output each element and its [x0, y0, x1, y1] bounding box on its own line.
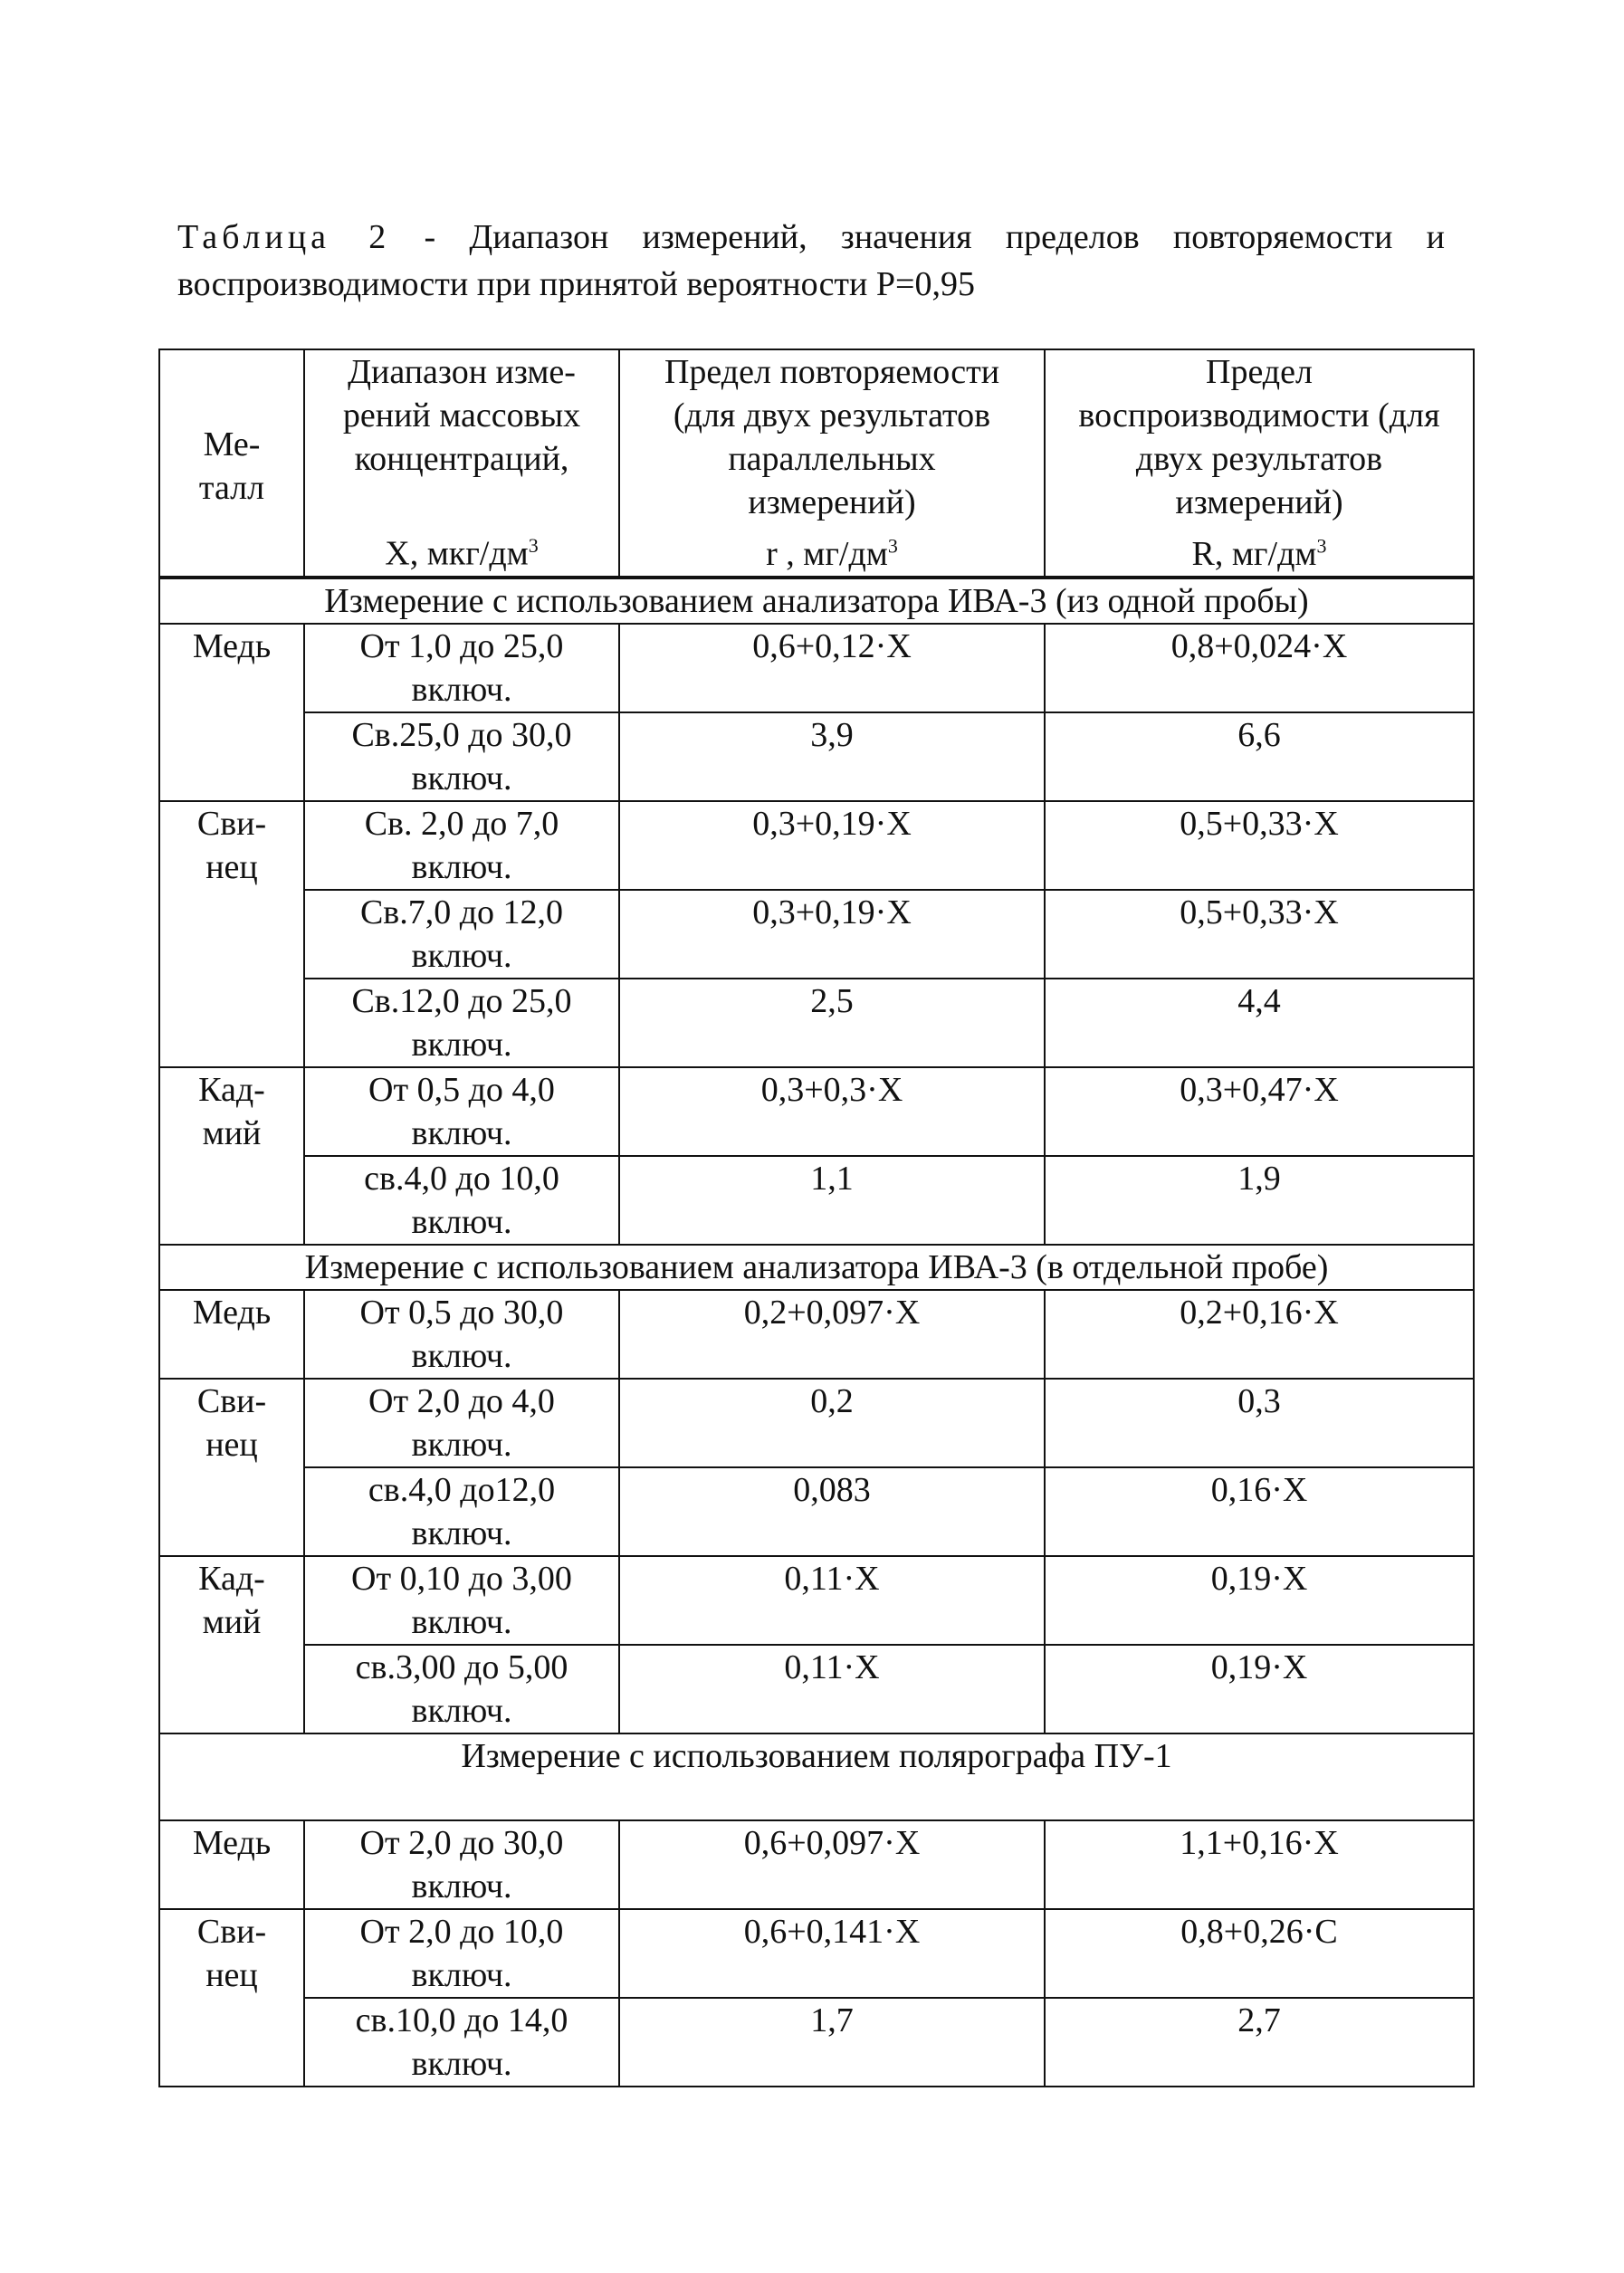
table-row [159, 1645, 1474, 1733]
repeatability-cell: 0,6+0,12·X [619, 624, 1045, 712]
repeatability-cell: 0,2+0,097·X [619, 1290, 1045, 1379]
section-title: Измерение с использованием анализатора ИВА-3 (в отдельной пробе) [159, 1245, 1474, 1290]
table-caption [177, 214, 1445, 308]
section-title: Измерение с использованием анализатора ИВА-3 (из одной пробы) [159, 578, 1474, 624]
reproducibility-cell: 0,3+0,47·X [1045, 1067, 1474, 1156]
table-row [159, 1467, 1474, 1556]
caption-line-1 [177, 214, 1445, 261]
repeatability-cell: 0,11·X [619, 1556, 1045, 1645]
table-row [159, 624, 1474, 712]
header-repeat-exp: 3 [887, 534, 898, 557]
repeatability-cell: 0,2 [619, 1379, 1045, 1467]
table-row [159, 712, 1474, 801]
reproducibility-cell: 0,5+0,33·X [1045, 890, 1474, 979]
range-cell: св.3,00 до 5,00 включ. [304, 1645, 619, 1733]
metal-cell: Медь [159, 1290, 304, 1379]
data-table [158, 349, 1475, 2087]
table-row [159, 1379, 1474, 1467]
header-range-unit: X, мкг/дм [385, 534, 529, 573]
caption-text-1: - Диапазон измерений, значения пределов повторяемости и [390, 218, 1445, 256]
reproducibility-cell: 1,1+0,16·X [1045, 1820, 1474, 1909]
header-range-unit-wrap [310, 524, 613, 576]
reproducibility-cell: 0,8+0,26·C [1045, 1909, 1474, 1998]
table-body [159, 578, 1474, 2087]
range-cell: Св.25,0 до 30,0 включ. [304, 712, 619, 801]
repeatability-cell: 0,6+0,141·X [619, 1909, 1045, 1998]
caption-label: Таблица 2 [177, 218, 391, 256]
range-cell: Св. 2,0 до 7,0 включ. [304, 801, 619, 890]
header-reproducibility [1045, 349, 1474, 578]
caption-text-2: воспроизводимости при принятой вероятности P=0,95 [177, 265, 975, 303]
table-row [159, 801, 1474, 890]
header-repeat-unit-wrap [766, 535, 898, 573]
reproducibility-cell: 0,2+0,16·X [1045, 1290, 1474, 1379]
reproducibility-cell: 0,19·X [1045, 1556, 1474, 1645]
section-header-row [159, 578, 1474, 624]
table-row [159, 1067, 1474, 1156]
repeatability-cell: 1,7 [619, 1998, 1045, 2087]
repeatability-cell: 0,3+0,19·X [619, 801, 1045, 890]
table-row [159, 1998, 1474, 2087]
reproducibility-cell: 6,6 [1045, 712, 1474, 801]
table-row [159, 1556, 1474, 1645]
header-metal-text: Ме- талл [198, 425, 265, 508]
reproducibility-cell: 4,4 [1045, 979, 1474, 1067]
table-header-row [159, 349, 1474, 578]
range-cell: св.4,0 до 10,0 включ. [304, 1156, 619, 1245]
metal-cell: Кад- мий [159, 1067, 304, 1245]
repeatability-cell: 2,5 [619, 979, 1045, 1067]
repeatability-cell: 3,9 [619, 712, 1045, 801]
header-range [304, 349, 619, 578]
metal-cell: Сви- нец [159, 801, 304, 1067]
reproducibility-cell: 1,9 [1045, 1156, 1474, 1245]
header-repeatability [619, 349, 1045, 578]
repeatability-cell: 0,11·X [619, 1645, 1045, 1733]
reproducibility-cell: 0,19·X [1045, 1645, 1474, 1733]
range-cell: От 0,5 до 30,0 включ. [304, 1290, 619, 1379]
reproducibility-cell: 0,8+0,024·X [1045, 624, 1474, 712]
range-cell: От 1,0 до 25,0 включ. [304, 624, 619, 712]
range-cell: От 2,0 до 4,0 включ. [304, 1379, 619, 1467]
metal-cell: Сви- нец [159, 1909, 304, 2087]
range-cell: От 2,0 до 30,0 включ. [304, 1820, 619, 1909]
section-header-row [159, 1733, 1474, 1820]
reproducibility-cell: 0,16·X [1045, 1467, 1474, 1556]
table-row [159, 890, 1474, 979]
header-range-exp: 3 [528, 534, 539, 557]
repeatability-cell: 0,083 [619, 1467, 1045, 1556]
range-cell: От 0,10 до 3,00 включ. [304, 1556, 619, 1645]
range-cell: От 2,0 до 10,0 включ. [304, 1909, 619, 1998]
header-metal [159, 349, 304, 578]
range-cell: св.10,0 до 14,0 включ. [304, 1998, 619, 2087]
header-reprod-text: Предел воспроизводимости (для двух результатов измерений) [1078, 353, 1440, 521]
header-repeat-text: Предел повторяемости (для двух результатов параллельных измерений) [664, 353, 1000, 521]
range-cell: От 0,5 до 4,0 включ. [304, 1067, 619, 1156]
header-reprod-exp: 3 [1316, 534, 1327, 557]
section-header-row [159, 1245, 1474, 1290]
header-reprod-unit: R, мг/дм [1191, 534, 1317, 573]
table-row [159, 1820, 1474, 1909]
repeatability-cell: 1,1 [619, 1156, 1045, 1245]
header-reprod-unit-wrap [1192, 535, 1327, 573]
table-row [159, 979, 1474, 1067]
range-cell: Св.7,0 до 12,0 включ. [304, 890, 619, 979]
range-cell: св.4,0 до12,0 включ. [304, 1467, 619, 1556]
metal-cell: Медь [159, 624, 304, 801]
repeatability-cell: 0,3+0,3·X [619, 1067, 1045, 1156]
table-row [159, 1290, 1474, 1379]
metal-cell: Кад- мий [159, 1556, 304, 1733]
table-row [159, 1909, 1474, 1998]
header-repeat-unit: r , мг/дм [766, 534, 888, 573]
section-title: Измерение с использованием полярографа ПУ-1 [159, 1733, 1474, 1820]
repeatability-cell: 0,6+0,097·X [619, 1820, 1045, 1909]
repeatability-cell: 0,3+0,19·X [619, 890, 1045, 979]
header-range-text: Диапазон изме- рений массовых концентраций, [342, 353, 581, 478]
metal-cell: Сви- нец [159, 1379, 304, 1556]
reproducibility-cell: 0,3 [1045, 1379, 1474, 1467]
table-row [159, 1156, 1474, 1245]
metal-cell: Медь [159, 1820, 304, 1909]
reproducibility-cell: 2,7 [1045, 1998, 1474, 2087]
reproducibility-cell: 0,5+0,33·X [1045, 801, 1474, 890]
range-cell: Св.12,0 до 25,0 включ. [304, 979, 619, 1067]
